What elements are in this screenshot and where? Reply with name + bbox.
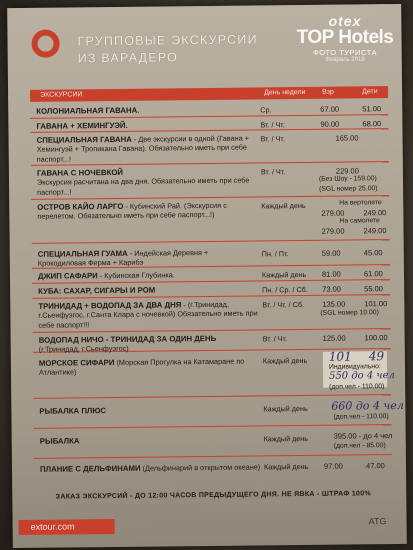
price-adult: 59.00: [321, 248, 341, 258]
price-combined: 165.00: [335, 133, 359, 143]
table-row: [32, 240, 390, 269]
price-note: (SGL номер 10.00): [320, 309, 379, 317]
excursion-day: Вт. / Чт. / Сб.: [262, 299, 304, 310]
excursion-name: СПЕЦИАЛЬНАЯ ГАВАНА - Две экскурсии в одной (Гавана + Хемингуэй + Тропикана Гавана). Обязательно иметь при себе паспорт...!: [36, 133, 250, 164]
price-note: (доп.чел - 110.00): [333, 413, 389, 421]
price-adult: 73.00: [322, 284, 341, 294]
column-header-excursion: ЭКСКУРСИИ: [40, 91, 83, 99]
price-adult: 125.00: [322, 333, 346, 343]
excursion-day: Пн. / Пт.: [261, 249, 289, 259]
handwritten-price-child: 49: [368, 349, 385, 364]
table-row: [30, 129, 388, 166]
excursion-name: РЫБАЛКА ПЛЮС: [39, 406, 106, 416]
transport-helicopter: На вертолете: [339, 199, 382, 207]
price-child: 101.00: [364, 299, 388, 309]
watermark-name: TOP Hotels: [296, 27, 394, 48]
excursion-table: [30, 100, 404, 479]
transport-plane: На самолете: [339, 217, 380, 225]
watermark-subtitle: ФОТО ТУРИСТА: [313, 48, 377, 57]
price-adult: 279.00: [321, 208, 345, 218]
price-adult: 279.00: [321, 226, 345, 236]
excursion-day: Ср.: [260, 105, 272, 115]
excursion-name: ГАВАНА С НОЧЕВКОЙ Экскурсия расчитана на два дня. Обязательно иметь при себе паспорт...!: [36, 167, 250, 197]
price-child: 100.00: [364, 333, 388, 343]
individual-label: Индивидуально:: [328, 363, 381, 371]
price-note: (Без Шоу - 159.00): [318, 175, 377, 183]
title-line-2: ИЗ ВАРАДЕРО: [77, 50, 179, 66]
table-header: [30, 86, 388, 102]
watermark-brand: otex: [328, 13, 362, 29]
booking-deadline-note: ЗАКАЗ ЭКСКУРСИЙ - ДО 12:00 ЧАСОВ ПРЕДЫДУЩЕГО ДНЯ. НЕ ЯВКА - ШТРАФ 100%: [55, 490, 371, 501]
price-note: (SGL номер 25.00): [319, 185, 378, 193]
excursion-day: Вт. / Чт.: [260, 167, 286, 177]
website-label: extour.com: [19, 519, 115, 535]
page-title: [77, 31, 258, 67]
price-combined: 229.00: [335, 166, 359, 176]
column-header-day: День недели: [264, 88, 306, 97]
price-child: 249.00: [363, 208, 387, 218]
title-line-1: ГРУППОВЫЕ ЭКСКУРСИИ: [77, 32, 258, 49]
agency-brand: ATG: [368, 516, 387, 527]
excursion-day: Каждый день: [262, 355, 308, 366]
excursion-day: Каждый день: [263, 433, 309, 444]
table-row: [31, 162, 389, 200]
excursion-name: ДЖИП САФАРИ - Кубинская Глубинка.: [37, 270, 175, 281]
price-adult: 81.00: [321, 269, 341, 279]
excursion-day: Каждый день: [263, 403, 308, 414]
excursion-day: Вт. / Чт.: [260, 134, 285, 144]
excursion-name: ПЛАНИЕ С ДЕЛЬФИНАМИ (Дельфинарий в открытом океане): [39, 462, 261, 474]
price-child: 61.00: [363, 269, 383, 279]
excursion-name: ВОДОПАД НИЧО - ТРИНИДАД ЗА ОДИН ДЕНЬ (г.Тринидад, г.Сьенфуэгос): [38, 333, 217, 355]
price-child: 249.00: [363, 226, 387, 236]
excursion-day: Каждый день: [261, 200, 306, 211]
price-sheet: [7, 4, 407, 548]
handwritten-price-adult: 101: [328, 349, 352, 364]
column-header-adult: Взр: [322, 88, 334, 96]
logo-ring-icon: [31, 30, 59, 58]
excursion-day: Пн. / Ср. / Сб.: [262, 284, 308, 295]
price-adult: 67.00: [320, 104, 340, 114]
excursion-name: СПЕЦИАЛЬНАЯ ГУАМА - Индейская Деревня + Крокодиловая Ферма + Карибэ: [37, 247, 209, 269]
excursion-day: Каждый день: [263, 461, 309, 472]
price-child: 55.00: [364, 284, 383, 294]
price-note: (доп.чел - 110.00): [329, 383, 385, 391]
price-adult: 97.00: [323, 461, 343, 471]
excursion-name: МОРСКОЕ СИФАРИ (Морская Прогулка на Катамаране по Атлантике): [38, 356, 245, 378]
handwritten-individual-price: 550 до 4 чел: [328, 370, 395, 382]
excursion-name: ТРИНИДАД + ВОДОПАД ЗА ДВА ДНЯ - (г.Тринидад, г.Сьенфуэгос, г.Санта Клара с ночевкой) Обязательно иметь при себе паспорт!!!: [38, 299, 258, 330]
table-row: [33, 349, 395, 399]
excursion-name: КУБА: САХАР, СИГАРЫ И РОМ: [38, 285, 156, 296]
price-adult: 90.00: [320, 119, 340, 129]
price-child: 45.00: [363, 248, 383, 258]
price-combined: 395.00 - до 4 чел: [333, 431, 393, 441]
table-row: [32, 295, 390, 333]
excursion-name: ОСТРОВ КАЙО ЛАРГО - Кубинский Рай. (Экскурсия с перелетом. Обязательно иметь при себе паспорт...!): [37, 200, 227, 222]
excursion-day: Вт. / Чт.: [262, 334, 288, 344]
watermark-date: Февраль 2018: [325, 57, 365, 63]
table-row: [31, 196, 389, 244]
price-child: 47.00: [365, 461, 385, 471]
price-child: 68.00: [362, 119, 382, 129]
table-row: [33, 395, 404, 429]
price-note: (доп.чел - 85.00): [333, 442, 386, 450]
price-adult: 135.00: [322, 299, 346, 309]
excursion-name: РЫБАЛКА: [39, 436, 80, 446]
handwritten-price: 660 до 4 чел: [331, 398, 404, 413]
excursion-day: Каждый день: [261, 269, 307, 280]
excursion-day: Вт. / Чт.: [260, 120, 285, 130]
tophotels-watermark: [290, 14, 400, 64]
excursion-name: КОЛОНИАЛЬНАЯ ГАВАНА.: [36, 105, 140, 116]
column-header-child: Дети: [362, 88, 378, 96]
table-row: [34, 455, 392, 479]
table-row: [34, 425, 392, 459]
excursion-name: ГАВАНА + ХЕМИНГУЭЙ.: [36, 120, 128, 131]
price-child: 51.00: [362, 104, 382, 114]
